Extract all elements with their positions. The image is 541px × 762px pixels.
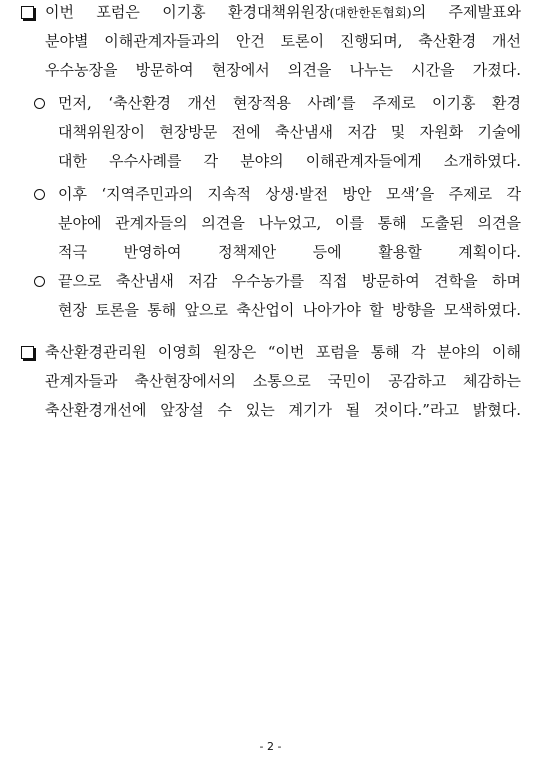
text-run: (대한한돈협회): [329, 5, 412, 20]
paragraph-3-line-1: 이후 ‘지역주민과의 지속적 상생·발전 방안 모색’을 주제로 각: [58, 185, 521, 203]
paragraph-3-line-2: 분야에 관계자들의 의견을 나누었고, 이를 통해 도출된 의견을: [58, 214, 521, 232]
paragraph-3-line-3: 적극 반영하여 정책제안 등에 활용할 계획이다.: [58, 243, 521, 261]
circle-bullet-icon: [34, 276, 45, 287]
circle-bullet-icon: [34, 98, 45, 109]
text-run: 이번 포럼은 이기홍 환경대책위원장: [45, 3, 330, 21]
paragraph-4-line-1: 끝으로 축산냄새 저감 우수농가를 직접 방문하여 견학을 하며: [58, 272, 521, 290]
paragraph-4-line-2: 현장 토론을 통해 앞으로 축산업이 나아가야 할 방향을 모색하였다.: [58, 301, 521, 319]
paragraph-5-line-2: 관계자들과 축산현장에서의 소통으로 국민이 공감하고 체감하는: [45, 372, 521, 390]
paragraph-2-line-3: 대한 우수사례를 각 분야의 이해관계자들에게 소개하였다.: [58, 152, 521, 170]
paragraph-1-line-2: 분야별 이해관계자들과의 안건 토론이 진행되며, 축산환경 개선: [45, 32, 521, 50]
text-run: 의 주제발표와: [411, 3, 521, 21]
page-number: - 2 -: [259, 740, 282, 753]
circle-bullet-icon: [34, 189, 45, 200]
square-bullet-icon: [21, 6, 34, 19]
paragraph-5-line-1: 축산환경관리원 이영희 원장은 “이번 포럼을 통해 각 분야의 이해: [45, 343, 521, 361]
paragraph-2-line-2: 대책위원장이 현장방문 전에 축산냄새 저감 및 자원화 기술에: [58, 123, 521, 141]
square-bullet-icon: [21, 346, 34, 359]
paragraph-1-line-3: 우수농장을 방문하여 현장에서 의견을 나누는 시간을 가졌다.: [45, 61, 521, 79]
paragraph-1-line-1: [45, 2, 521, 23]
paragraph-2-line-1: 먼저, ‘축산환경 개선 현장적용 사례’를 주제로 이기홍 환경: [58, 94, 521, 112]
paragraph-5-line-3: 축산환경개선에 앞장설 수 있는 계기가 될 것이다.”라고 밝혔다.: [45, 401, 521, 419]
